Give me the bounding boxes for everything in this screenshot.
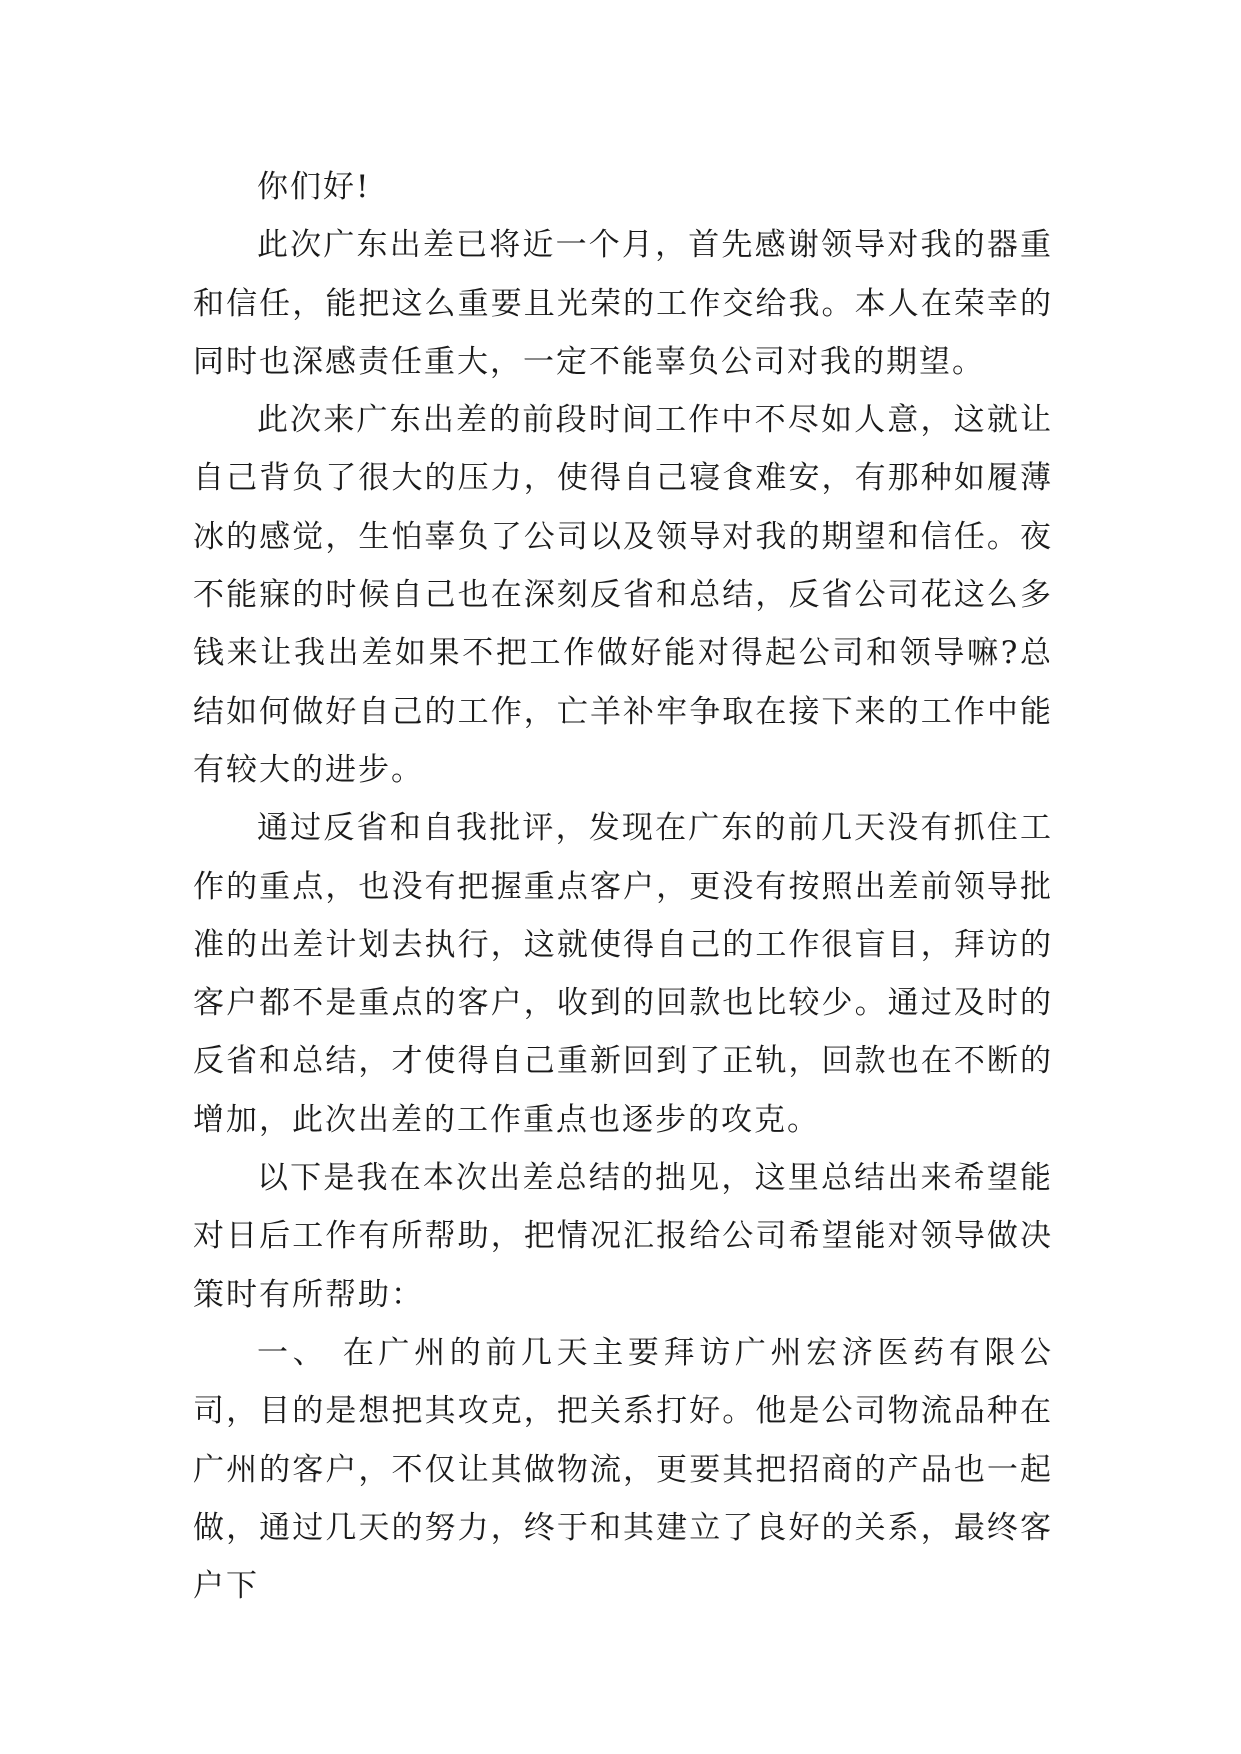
document-body [193,158,1053,1615]
paragraph-thanks: 此次广东出差已将近一个月，首先感谢领导对我的器重和信任，能把这么重要且光荣的工作交给我。本人在荣幸的同时也深感责任重大，一定不能辜负公司对我的期望。 [193,227,1053,380]
paragraph-reflection: 此次来广东出差的前段时间工作中不尽如人意，这就让自己背负了很大的压力，使得自己寝食难安，有那种如履薄冰的感觉，生怕辜负了公司以及领导对我的期望和信任。夜不能寐的时候自己也在深刻反省和总结，反省公司花这么多钱来让我出差如果不把工作做好能对得起公司和领导嘛?总结如何做好自己的工作，亡羊补牢争取在接下来的工作中能有较大的进步。 [193,402,1053,788]
paragraph-summary-intro: 以下是我在本次出差总结的拙见，这里总结出来希望能对日后工作有所帮助，把情况汇报给公司希望能对领导做决策时有所帮助： [193,1160,1053,1313]
paragraph-item-one: 一、 在广州的前几天主要拜访广州宏济医药有限公司，目的是想把其攻克，把关系打好。他是公司物流品种在广州的客户，不仅让其做物流，更要其把招商的产品也一起做，通过几天的努力，终于和其建立了良好的关系，最终客户下 [193,1334,1053,1605]
paragraph-greeting: 你们好! [257,169,371,205]
paragraph-self-criticism: 通过反省和自我批评，发现在广东的前几天没有抓住工作的重点，也没有把握重点客户，更没有按照出差前领导批准的出差计划去执行，这就使得自己的工作很盲目，拜访的客户都不是重点的客户，收到的回款也比较少。通过及时的反省和总结，才使得自己重新回到了正轨，回款也在不断的增加，此次出差的工作重点也逐步的攻克。 [193,810,1053,1138]
